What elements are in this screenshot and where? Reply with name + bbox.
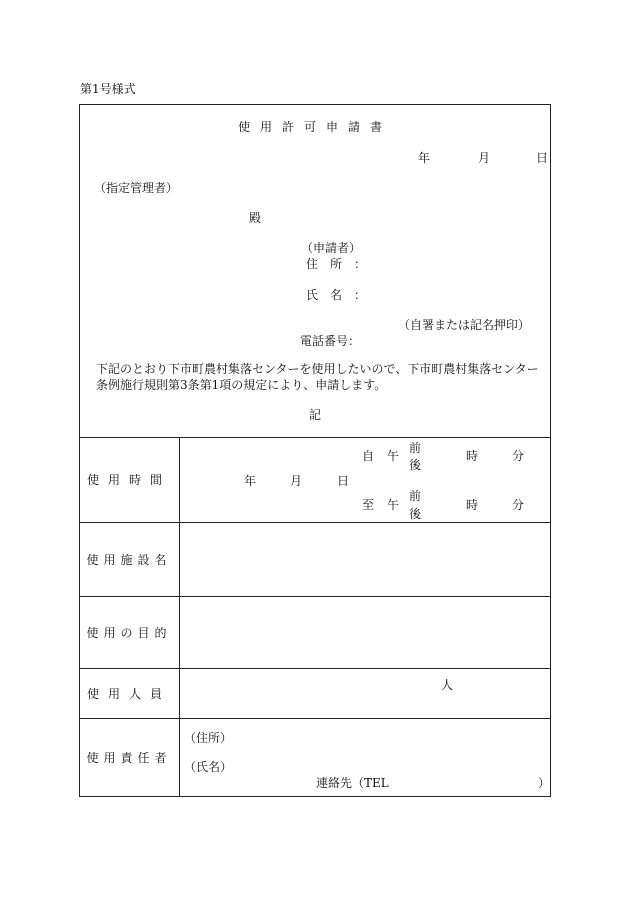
usage-to-minute-label: 分 (512, 498, 525, 512)
date-day-label: 日 (536, 151, 549, 165)
addressee-label: （指定管理者） (94, 181, 179, 195)
signature-note: （自署または記名押印） (398, 318, 531, 332)
applicant-address-label: 住 所 ： (306, 257, 367, 271)
people-label: 使用人員 (86, 687, 171, 701)
usage-time-label: 使用時間 (86, 473, 171, 487)
applicant-heading: （申請者） (301, 241, 362, 255)
date-year-label: 年 (418, 151, 431, 165)
usage-day-label: 日 (337, 474, 350, 488)
usage-from-go-label: 午 (387, 449, 400, 463)
usage-from-label: 自 (362, 449, 375, 463)
ki-label: 記 (309, 408, 322, 422)
usage-from-hour-label: 時 (466, 449, 479, 463)
responsible-contact-close: ） (538, 776, 551, 790)
responsible-name-label: （氏名） (184, 760, 233, 774)
usage-to-hour-label: 時 (466, 498, 479, 512)
date-month-label: 月 (478, 151, 491, 165)
form-number: 第1号様式 (80, 82, 136, 96)
facility-field[interactable] (184, 530, 544, 588)
purpose-label: 使用の目的 (86, 626, 172, 640)
responsible-address-label: （住所） (184, 731, 233, 745)
facility-label: 使用施設名 (86, 553, 172, 567)
people-unit: 人 (441, 678, 454, 692)
table-row-divider (79, 668, 551, 669)
form-title: 使用許可申請書 (237, 120, 392, 134)
table-top-line (79, 437, 551, 438)
usage-to-label: 至 (362, 498, 375, 512)
usage-from-pm-label: 後 (409, 458, 422, 472)
usage-from-am-label: 前 (409, 441, 422, 455)
usage-year-label: 年 (244, 474, 257, 488)
table-column-divider (179, 437, 180, 797)
applicant-name-label: 氏 名 ： (306, 288, 367, 302)
addressee-honorific: 殿 (249, 211, 262, 225)
usage-from-minute-label: 分 (512, 449, 525, 463)
usage-to-pm-label: 後 (409, 507, 422, 521)
responsible-contact-label: 連絡先（TEL (316, 776, 389, 790)
applicant-phone-label: 電話番号： (300, 334, 361, 348)
purpose-field[interactable] (184, 604, 544, 662)
usage-to-go-label: 午 (387, 498, 400, 512)
application-statement: 下記のとおり下市町農村集落センターを使用したいので、下市町農村集落センター条例施行規則第3条第1項の規定により、申請します。 (96, 362, 539, 392)
usage-month-label: 月 (290, 474, 303, 488)
table-row-divider (79, 718, 551, 719)
responsible-label: 使用責任者 (86, 751, 172, 765)
table-row-divider (79, 522, 551, 523)
usage-to-am-label: 前 (409, 489, 422, 503)
table-row-divider (79, 596, 551, 597)
